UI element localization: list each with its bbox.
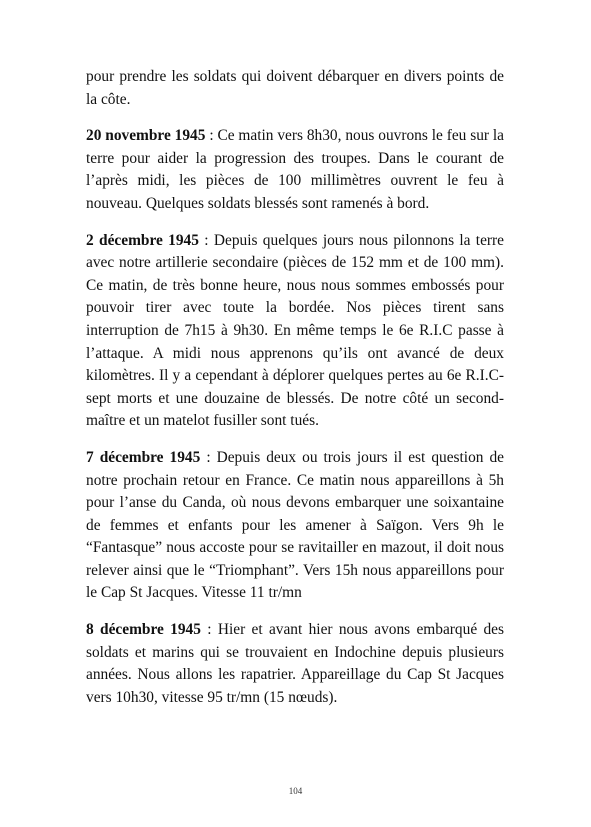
entry-text: : Ce matin vers 8h30, nous ouvrons le feu sur la terre pour aider la progression des troupes. Dans le courant de l’après midi, les pièces de 100 millimètres ouvrent le feu à nouveau. Quelques soldats blessés sont ramenés à bord. [86, 127, 504, 212]
entry-date: 8 décembre 1945 [86, 621, 201, 639]
page-number: 104 [288, 786, 303, 796]
entry-text: : Depuis quelques jours nous pilonnons la terre avec notre artillerie secondaire (pièces de 152 mm et de 100 mm). Ce matin, de très bonne heure, nous nous sommes embossés pour pouvoir tirer avec toute la bordée. Nos pièces tirent sans interruption de 7h15 à 9h30. En même temps le 6e R.I.C passe à l’attaque. A midi nous apprenons qu’ils ont avancé de deux kilomètres. Il y a cependant à déplorer quelques pertes au 6e R.I.C- sept morts et une douzaine de blessés. De notre côté un second-maître et un matelot fusiller sont tués. [86, 231, 504, 430]
diary-entry-8-dec [86, 619, 504, 709]
entry-text: : Hier et avant hier nous avons embarqué des soldats et marins qui se trouvaient en Indochine depuis plusieurs années. Nous allons les rapatrier. Appareillage du Cap St Jacques vers 10h30, vitesse 95 tr/mn (15 nœuds). [86, 621, 504, 706]
diary-entry-2-dec [86, 230, 504, 433]
body-text [86, 66, 504, 723]
entry-date: 2 décembre 1945 [86, 231, 199, 249]
entry-date: 20 novembre 1945 [86, 127, 206, 145]
continuation-paragraph: pour prendre les soldats qui doivent débarquer en divers points de la côte. [86, 68, 504, 108]
diary-entry-7-dec [86, 447, 504, 605]
diary-entry-20-nov [86, 125, 504, 215]
entry-date: 7 décembre 1945 [86, 448, 201, 466]
entry-text: : Depuis deux ou trois jours il est question de notre prochain retour en France. Ce matin nous appareillons à 5h pour l’anse du Canda, où nous devons embarquer une soixantaine de femmes et enfants pour les amener à Saïgon. Vers 9h le “Fantasque” nous accoste pour se ravitailler en mazout, il doit nous relever ainsi que le “Triomphant”. Vers 15h nous appareillons pour le Cap St Jacques. Vitesse 11 tr/mn [86, 448, 504, 602]
